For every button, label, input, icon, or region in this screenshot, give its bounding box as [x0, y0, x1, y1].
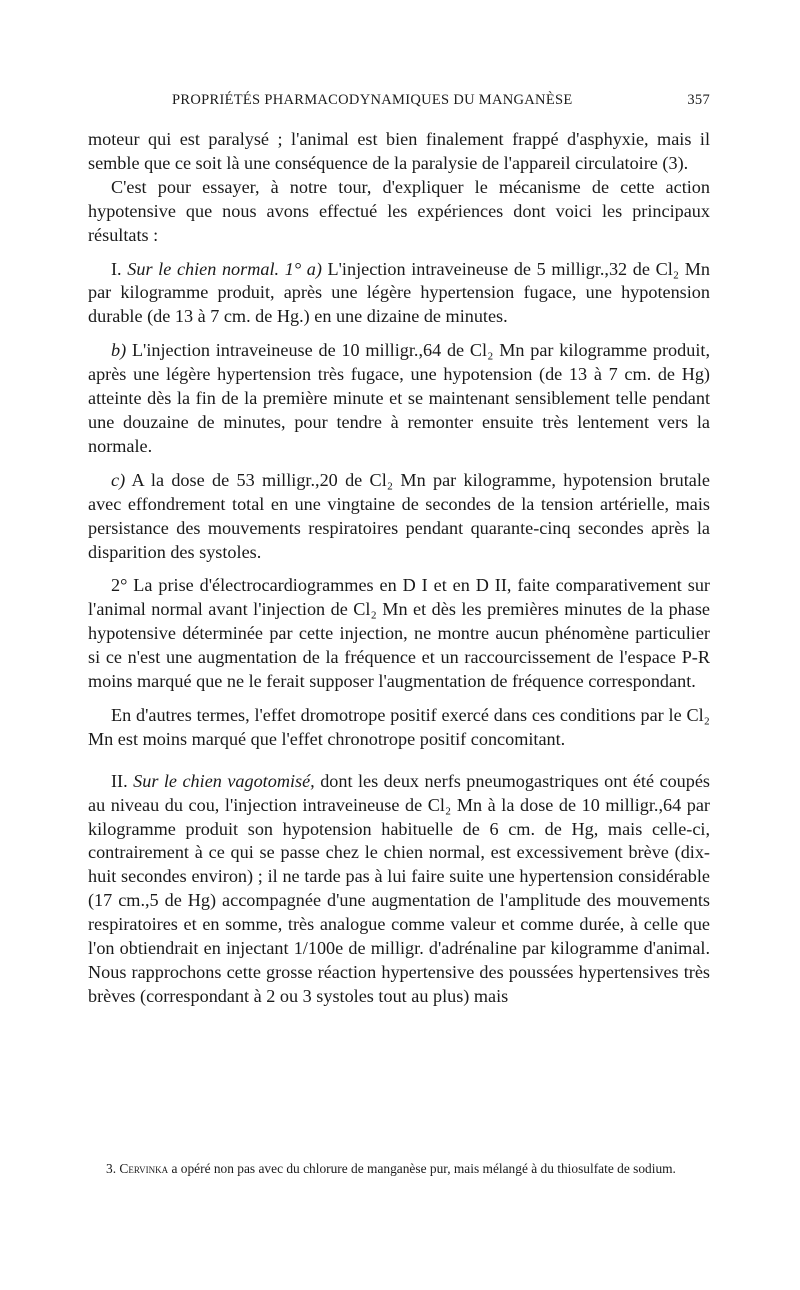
footnote-text: a opéré non pas avec du chlorure de manganèse pur, mais mélangé à du thiosulfate de sodium.	[171, 1161, 676, 1176]
paragraph-7: En d'autres termes, l'effet dromotrope positif exercé dans ces conditions par le Cl₂ Mn est moins marqué que l'effet chronotrope positif concomitant.	[88, 704, 710, 749]
running-title: PROPRIÉTÉS PHARMACODYNAMIQUES DU MANGANÈSE	[172, 92, 573, 108]
footnote	[88, 1160, 710, 1178]
paragraph-1	[88, 128, 710, 176]
item-label-c: c)	[111, 469, 126, 490]
footnote-3	[88, 1160, 710, 1178]
section-number-2: II.	[111, 770, 128, 791]
section-heading-normal-dog: Sur le chien normal.	[127, 258, 280, 279]
section-heading-vagotomized-dog: Sur le chien vagotomisé,	[133, 770, 315, 791]
footnote-author: Cervinka	[119, 1161, 169, 1176]
footnote-ref: (3).	[662, 152, 689, 173]
main-text	[88, 128, 710, 1009]
paragraph-6: 2° La prise d'électrocardiogrammes en D I et en D II, faite comparativement sur l'animal normal avant l'injection de Cl₂ Mn et dès les premières minutes de la phase hypotensive déterminée par cette injection, ne montre aucun phénomène particulier si ce n'est une augmentation de la fréquence et un raccourcissement de l'espace P-R moins marqué que ne le ferait supposer l'augmentation de fréquence correspondant.	[88, 575, 710, 692]
paragraph-5	[88, 469, 710, 565]
paragraph-8-text: dont les deux nerfs pneumogastriques ont été coupés au niveau du cou, l'injection intraveineuse de Cl₂ Mn à la dose de 10 milligr.,64 par kilogramme produit son hypotension habituelle de 6 cm. de Hg, mais celle-ci, contrairement à ce qui se passe chez le chien normal, est excessivement brève (dix-huit secondes environ) ; il ne tarde pas à lui faire suite une hypertension considérable (17 cm.,5 de Hg) accompagnée d'une augmentation de l'amplitude des mouvements respiratoires et en somme, très analogue comme valeur et comme durée, à celle que l'on obtiendrait en injectant 1/100e de milligr. d'adrénaline par kilogramme d'animal. Nous rapprochons cette grosse réaction hypertensive des poussées hypertensives très brèves (correspondant à 2 ou 3 systoles tout au plus) mais	[88, 770, 710, 1006]
paragraph-3-text: L'injection intraveineuse de 5 milligr.,32 de Cl₂ Mn par kilogramme produit, après une légère hypertension fugace, une hypotension durable (de 13 à 7 cm. de Hg.) en une dizaine de minutes.	[88, 258, 711, 327]
paragraph-1-text: moteur qui est paralysé ; l'animal est bien finalement frappé d'asphyxie, mais il semble que ce soit là une conséquence de la paralysie de l'appareil circulatoire	[88, 129, 710, 173]
paragraph-3	[88, 258, 710, 330]
running-header	[88, 92, 710, 116]
paragraph-4-text: L'injection intraveineuse de 10 milligr.,64 de Cl₂ Mn par kilogramme produit, après une légère hypertension très fugace, une hypotension (de 13 à 7 cm. de Hg) atteinte dès la fin de la première minute et se maintenant sensiblement telle pendant une douzaine de minutes, pour tendre à remonter ensuite très lentement vers la normale.	[88, 340, 710, 456]
item-label-b: b)	[111, 340, 127, 361]
footnote-number: 3.	[106, 1161, 117, 1176]
paragraph-8	[88, 770, 710, 1009]
section-number-1: I.	[111, 258, 122, 279]
paragraph-5-text: A la dose de 53 milligr.,20 de Cl₂ Mn par kilogramme, hypotension brutale avec effondrement total en une vingtaine de secondes de la tension artérielle, mais persistance des mouvements respiratoires pendant quarante-cinq secondes après la disparition des systoles.	[88, 469, 710, 562]
page-number: 357	[687, 92, 710, 108]
item-label-1a: 1° a)	[284, 258, 322, 279]
paragraph-4	[88, 339, 710, 459]
paragraph-2: C'est pour essayer, à notre tour, d'expliquer le mécanisme de cette action hypotensive que nous avons effectué les expériences dont voici les principaux résultats :	[88, 176, 710, 245]
